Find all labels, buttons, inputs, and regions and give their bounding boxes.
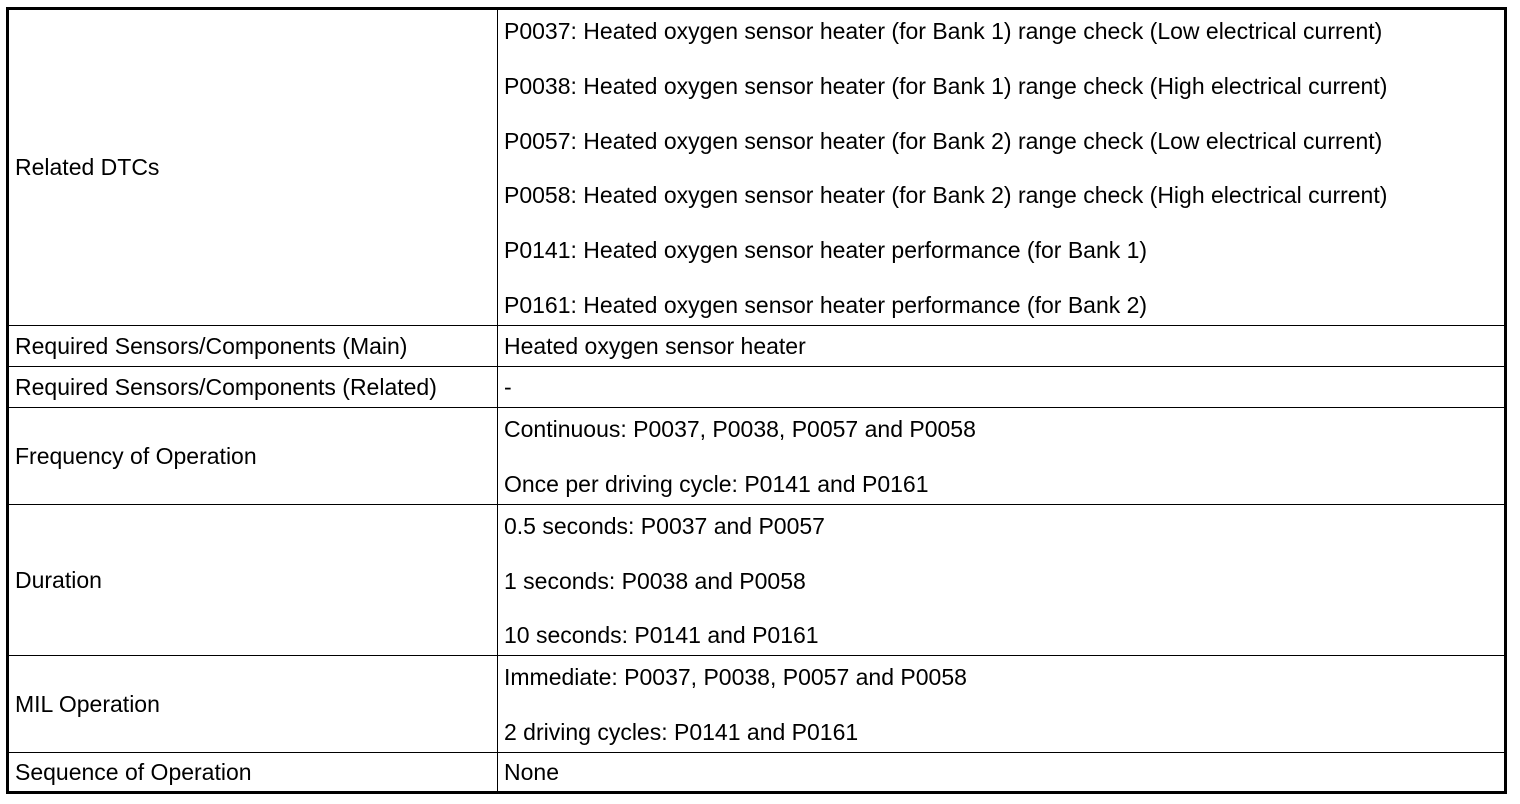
row-value-line: - xyxy=(504,373,512,400)
row-value-line: 10 seconds: P0141 and P0161 xyxy=(504,622,819,649)
row-label: MIL Operation xyxy=(8,656,498,753)
table-row-sensors-main xyxy=(8,325,1506,366)
row-value-line: P0058: Heated oxygen sensor heater (for Bank 2) range check (High electrical current) xyxy=(504,182,1388,209)
row-value-line: Immediate: P0037, P0038, P0057 and P0058 xyxy=(504,664,967,691)
row-value-line: 1 seconds: P0038 and P0058 xyxy=(504,567,806,594)
row-value-cell xyxy=(498,504,1506,656)
row-label: Frequency of Operation xyxy=(8,407,498,504)
row-value-cell xyxy=(498,9,1506,326)
row-value-line: None xyxy=(504,759,559,786)
table-row-frequency xyxy=(8,407,1506,504)
row-value-cell xyxy=(498,325,1506,366)
row-value-line: P0037: Heated oxygen sensor heater (for Bank 1) range check (Low electrical current) xyxy=(504,18,1383,44)
row-value-line: P0141: Heated oxygen sensor heater performance (for Bank 1) xyxy=(504,237,1148,264)
row-value-line: 2 driving cycles: P0141 and P0161 xyxy=(504,719,859,746)
row-value-line: Heated oxygen sensor heater xyxy=(504,332,806,359)
row-label: Duration xyxy=(8,504,498,656)
table-row-sensors-related xyxy=(8,366,1506,407)
table-row-sequence xyxy=(8,753,1506,793)
row-label: Required Sensors/Components (Main) xyxy=(8,325,498,366)
table-row-mil-operation xyxy=(8,656,1506,753)
table-row-duration xyxy=(8,504,1506,656)
row-value-cell xyxy=(498,407,1506,504)
row-value-cell xyxy=(498,366,1506,407)
table-row-related-dtcs xyxy=(8,9,1506,326)
row-value-line: P0161: Heated oxygen sensor heater performance (for Bank 2) xyxy=(504,291,1148,318)
row-value-line: Once per driving cycle: P0141 and P0161 xyxy=(504,470,929,497)
row-value-line: 0.5 seconds: P0037 and P0057 xyxy=(504,512,825,539)
row-label: Sequence of Operation xyxy=(8,753,498,793)
row-value-cell xyxy=(498,753,1506,793)
monitor-spec-table xyxy=(6,7,1507,794)
row-value-line: Continuous: P0037, P0038, P0057 and P0058 xyxy=(504,415,976,442)
row-label: Related DTCs xyxy=(8,9,498,326)
row-value-cell xyxy=(498,656,1506,753)
row-label: Required Sensors/Components (Related) xyxy=(8,366,498,407)
row-value-line: P0038: Heated oxygen sensor heater (for Bank 1) range check (High electrical current) xyxy=(504,72,1388,99)
row-value-line: P0057: Heated oxygen sensor heater (for Bank 2) range check (Low electrical current) xyxy=(504,127,1383,154)
